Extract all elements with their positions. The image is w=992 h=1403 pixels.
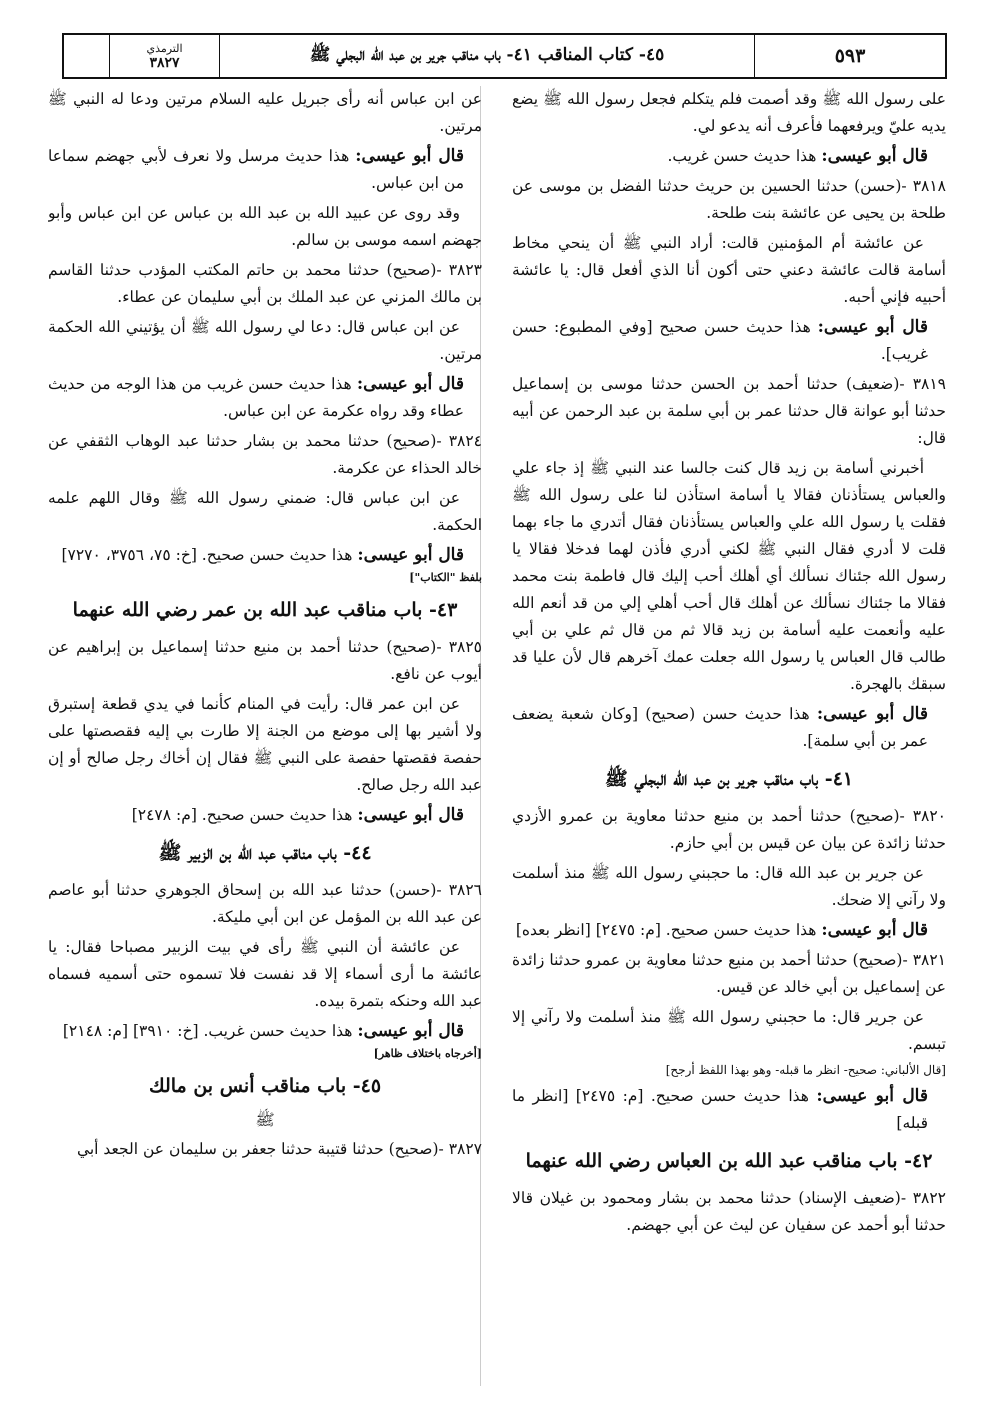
remark-text: هذا حديث حسن (صحيح) [وكان شعبة يضعف عمر بن أبي سلمة]. — [512, 705, 928, 750]
hadith-text: عن ابن عمر قال: رأيت في المنام كأنما في يدي قطعة إستبرق ولا أشير بها إلى موضع من الجنة إلا طارت بي إليه فقصصتها على حفصة فقصتها حفصة على النبي ﷺ فقال إن أخاك رجل صالح أو إن عبد الله رجل صالح. — [48, 695, 482, 794]
remark-text: هذا حديث مرسل ولا نعرف لأبي جهضم سماعا من ابن عباس. — [48, 147, 464, 192]
page-header — [62, 33, 947, 79]
remark-speaker: قال أبو عيسى: — [821, 146, 928, 166]
abu-isa-remark — [48, 143, 482, 197]
abu-isa-remark — [48, 542, 482, 569]
hadith-paragraph: ٣٨١٨ -(حسن) حدثنا الحسين بن حريث حدثنا الفضل بن موسى عن طلحة بن يحيى عن عائشة بنت طلحة. — [512, 177, 946, 222]
hadith-paragraph: ٣٨٢٤ -(صحيح) حدثنا محمد بن بشار حدثنا عبد الوهاب الثقفي عن خالد الحذاء عن عكرمة. — [48, 432, 482, 477]
hadith-paragraph: ٣٨٢٠ -(صحيح) حدثنا أحمد بن منيع حدثنا معاوية بن عمرو الأزدي حدثنا زائدة عن بيان عن قيس بن أبي حازم. — [512, 807, 946, 852]
hadith-text: عن ابن عباس قال: دعا لي رسول الله ﷺ أن يؤتيني الله الحكمة مرتين. — [48, 318, 482, 363]
remark-text: هذا حديث حسن غريب. [خ: ٣٩١٠] [م: ٢١٤٨] — [62, 1022, 353, 1040]
remark-text: هذا حديث حسن غريب. — [667, 147, 817, 165]
abu-isa-remark — [48, 802, 482, 829]
remark-text: هذا حديث حسن غريب من هذا الوجه من حديث عطاء وقد رواه عكرمة عن ابن عباس. — [48, 375, 464, 420]
hadith-paragraph: ٣٨٢٦ -(حسن) حدثنا عبد الله بن إسحاق الجوهري حدثنا أبو عاصم عن عبد الله بن المؤمل عن ابن أبي مليكة. — [48, 881, 482, 926]
chapter-heading: ٤٤- باب مناقب عبد الله بن الزبير ﷺ — [158, 842, 372, 864]
page-number: ٥٩٣ — [834, 45, 866, 67]
remark-speaker: قال أبو عيسى: — [816, 704, 928, 724]
takhrij-note: بلفظ "الكتاب"] — [409, 571, 482, 584]
hadith-text: عن جرير قال: ما حجبني رسول الله ﷺ منذ أسلمت ولا رآني إلا تبسم. — [512, 1008, 946, 1053]
header-blank-cell — [64, 35, 110, 77]
right-column — [512, 86, 946, 1386]
chapter-heading: ٤٢- باب مناقب عبد الله بن العباس رضي الله عنهما — [525, 1150, 933, 1172]
remark-speaker: قال أبو عيسى: — [357, 805, 464, 825]
hadith-paragraph: ٣٨٢٢ -(ضعيف الإسناد) حدثنا محمد بن بشار ومحمود بن غيلان قالا حدثنا أبو أحمد عن سفيان عن ليث عن أبي جهضم. — [512, 1189, 946, 1234]
remark-speaker: قال أبو عيسى: — [355, 146, 464, 166]
abu-isa-remark — [48, 1018, 482, 1045]
chapter-heading: ٤٥- باب مناقب أنس بن مالك — [148, 1075, 382, 1097]
hadith-text: عن عائشة أم المؤمنين قالت: أراد النبي ﷺ أن ينحي مخاط أسامة قالت عائشة دعني حتى أكون أنا الذي أفعل قال: يا عائشة أحبيه فإني أحبه. — [512, 234, 946, 306]
abu-isa-remark — [512, 143, 946, 170]
remark-speaker: قال أبو عيسى: — [821, 920, 928, 940]
abu-isa-remark — [48, 371, 482, 425]
hadith-paragraph: ٣٨٢٣ -(صحيح) حدثنا محمد بن حاتم المكتب المؤدب حدثنا القاسم بن مالك المزني عن عبد الملك بن أبي سليمان عن عطاء. — [48, 261, 482, 306]
hadith-paragraph: ٣٨٢١ -(صحيح) حدثنا أحمد بن منيع حدثنا معاوية بن عمرو حدثنا زائدة عن إسماعيل بن أبي خالد عن قيس. — [512, 951, 946, 996]
hadith-paragraph: على رسول الله ﷺ وقد أصمت فلم يتكلم فجعل رسول الله ﷺ يضع يديه عليّ ويرفعهما فأعرف أنه يدعو لي. — [512, 90, 946, 135]
hadith-text: عن ابن عباس قال: ضمني رسول الله ﷺ وقال اللهم علمه الحكمة. — [48, 489, 482, 534]
remark-text: هذا حديث حسن صحيح. [خ: ٧٥، ٣٧٥٦، ٧٢٧٠] — [61, 546, 353, 564]
albani-note: [قال الألباني: صحيح- انظر ما قبله- وهو بهذا اللفظ أرجح] — [665, 1063, 946, 1077]
hadith-text: أخبرني أسامة بن زيد قال كنت جالسا عند النبي ﷺ إذ جاء علي والعباس يستأذنان فقالا يا أسامة استأذن لنا على رسول الله ﷺ فقلت يا رسول الله علي والعباس يستأذنان فقال أتدري ما جاء بهما قلت لا أدري فقال النبي ﷺ لكني أدري فأذن لهما فدخلا فقالا يا رسول الله جئناك نسألك أي أهلك أحب إليك قال فاطمة بنت محمد فقالا ما جئناك نسألك عن أهلك قال أحب أهلي إلي من قد أنعم الله عليه وأنعمت عليه أسامة بن زيد قالا ثم من قال ثم علي بن أبي طالب قال العباس يا رسول الله جعلت عمك آخرهم قال لأن عليا قد سبقك بالهجرة. — [512, 459, 946, 693]
chapter-heading: ٤٣- باب مناقب عبد الله بن عمر رضي الله عنهما — [72, 599, 458, 621]
remark-speaker: قال أبو عيسى: — [357, 545, 464, 565]
takhrij-note: [أخرجاه باختلاف ظاهر] — [373, 1047, 482, 1060]
reference-label: الترمذي — [146, 42, 183, 55]
remark-speaker: قال أبو عيسى: — [357, 1021, 464, 1041]
chapter-heading: ٤١- باب مناقب جرير بن عبد الله البجلي ﷺ — [604, 768, 854, 790]
remark-speaker: قال أبو عيسى: — [816, 1086, 928, 1106]
left-column — [48, 86, 482, 1386]
remark-text: هذا حديث حسن صحيح [وفي المطبوع: حسن غريب]. — [512, 318, 928, 363]
hadith-paragraph: عن ابن عباس أنه رأى جبريل عليه السلام مرتين ودعا له النبي ﷺ مرتين. — [48, 90, 482, 135]
abu-isa-remark — [512, 917, 946, 944]
remark-speaker: قال أبو عيسى: — [356, 374, 464, 394]
hadith-text: عن عائشة أن النبي ﷺ رأى في بيت الزبير مصباحا فقال: يا عائشة ما أرى أسماء إلا قد نفست فلا تسموه حتى أسميه فسماه عبد الله وحنكه بتمرة بيده. — [48, 938, 482, 1010]
header-reference-cell — [110, 35, 220, 77]
honorific-glyph: ﷺ — [255, 1110, 275, 1129]
remark-text: هذا حديث حسن صحيح. [م: ٢٤٧٥] [انظر بعده] — [515, 921, 817, 939]
abu-isa-remark — [512, 701, 946, 755]
remark-text: هذا حديث حسن صحيح. [م: ٢٤٧٨] — [131, 806, 353, 824]
abu-isa-remark — [512, 1083, 946, 1137]
hadith-text: عن جرير بن عبد الله قال: ما حجبني رسول الله ﷺ منذ أسلمت ولا رآني إلا ضحك. — [512, 864, 946, 909]
hadith-paragraph: ٣٨١٩ -(ضعيف) حدثنا أحمد بن الحسن حدثنا موسى بن إسماعيل حدثنا أبو عوانة قال حدثنا عمر بن أبي سلمة بن عبد الرحمن عن أبيه قال: — [512, 375, 946, 447]
hadith-text: وقد روى عن عبيد الله بن عبد الله بن عباس عن ابن عباس وأبو جهضم اسمه موسى بن سالم. — [48, 204, 482, 249]
header-title: ٤٥- كتاب المناقب ٤١- باب مناقب جرير بن عبد الله البجلي ﷺ — [220, 35, 755, 77]
reference-number: ٣٨٢٧ — [149, 55, 180, 71]
abu-isa-remark — [512, 314, 946, 368]
remark-text: هذا حديث حسن صحيح. [م: ٢٤٧٥] [انظر ما قبله] — [512, 1087, 928, 1132]
remark-speaker: قال أبو عيسى: — [817, 317, 928, 337]
hadith-paragraph: ٣٨٢٥ -(صحيح) حدثنا أحمد بن منيع حدثنا إسماعيل بن إبراهيم عن أيوب عن نافع. — [48, 638, 482, 683]
hadith-paragraph: ٣٨٢٧ -(صحيح) حدثنا قتيبة حدثنا جعفر بن سليمان عن الجعد أبي — [76, 1140, 482, 1158]
